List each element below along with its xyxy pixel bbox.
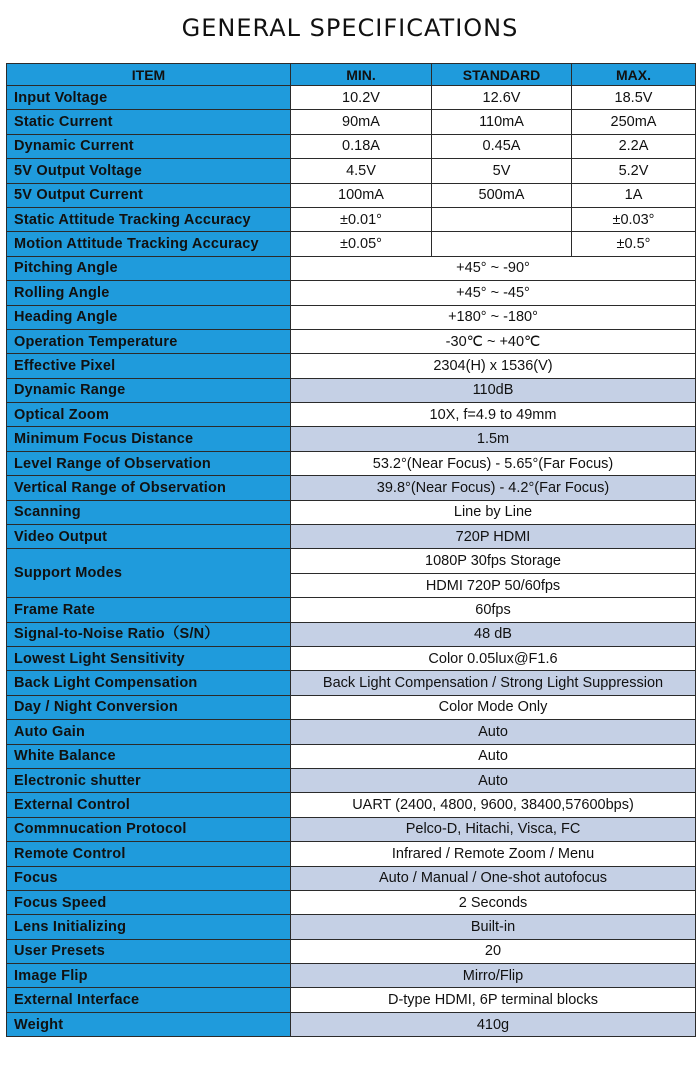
row-label: Day / Night Conversion xyxy=(7,695,291,719)
table-row xyxy=(7,476,696,500)
row-label: Rolling Angle xyxy=(7,281,291,305)
row-min: ±0.01° xyxy=(291,207,432,231)
row-value: 2304(H) x 1536(V) xyxy=(291,354,696,378)
table-row xyxy=(7,695,696,719)
row-label: Heading Angle xyxy=(7,305,291,329)
row-max: ±0.5° xyxy=(572,232,696,256)
row-label: Dynamic Range xyxy=(7,378,291,402)
row-label: Pitching Angle xyxy=(7,256,291,280)
row-min: 100mA xyxy=(291,183,432,207)
row-label: Motion Attitude Tracking Accuracy xyxy=(7,232,291,256)
row-label: Vertical Range of Observation xyxy=(7,476,291,500)
row-label: Scanning xyxy=(7,500,291,524)
table-row xyxy=(7,598,696,622)
row-label: White Balance xyxy=(7,744,291,768)
row-standard: 12.6V xyxy=(432,86,572,110)
table-row xyxy=(7,866,696,890)
row-max: 18.5V xyxy=(572,86,696,110)
row-label: Dynamic Current xyxy=(7,134,291,158)
row-label: Commnucation Protocol xyxy=(7,817,291,841)
row-label: Minimum Focus Distance xyxy=(7,427,291,451)
row-standard: 110mA xyxy=(432,110,572,134)
row-value: 48 dB xyxy=(291,622,696,646)
row-label: Lowest Light Sensitivity xyxy=(7,646,291,670)
row-label: Optical Zoom xyxy=(7,403,291,427)
table-row xyxy=(7,451,696,475)
table-row xyxy=(7,793,696,817)
row-label: Static Current xyxy=(7,110,291,134)
row-standard: 5V xyxy=(432,159,572,183)
table-row xyxy=(7,207,696,231)
row-value: Auto xyxy=(291,720,696,744)
row-label: Back Light Compensation xyxy=(7,671,291,695)
row-max: 2.2A xyxy=(572,134,696,158)
row-label: Image Flip xyxy=(7,964,291,988)
row-label: Frame Rate xyxy=(7,598,291,622)
row-label: Focus xyxy=(7,866,291,890)
row-value: Pelco-D, Hitachi, Visca, FC xyxy=(291,817,696,841)
row-label: Level Range of Observation xyxy=(7,451,291,475)
table-row xyxy=(7,622,696,646)
row-value: +180° ~ -180° xyxy=(291,305,696,329)
row-standard: 0.45A xyxy=(432,134,572,158)
row-max: 250mA xyxy=(572,110,696,134)
spec-table xyxy=(6,63,696,1037)
table-row xyxy=(7,500,696,524)
row-value: 1.5m xyxy=(291,427,696,451)
table-row xyxy=(7,915,696,939)
table-row xyxy=(7,671,696,695)
row-value: Auto xyxy=(291,744,696,768)
row-standard xyxy=(432,232,572,256)
row-value: -30℃ ~ +40℃ xyxy=(291,329,696,353)
row-label: Auto Gain xyxy=(7,720,291,744)
row-max: ±0.03° xyxy=(572,207,696,231)
row-value: +45° ~ -90° xyxy=(291,256,696,280)
row-label: Operation Temperature xyxy=(7,329,291,353)
row-value: Built-in xyxy=(291,915,696,939)
table-header-row xyxy=(7,64,696,86)
table-row xyxy=(7,842,696,866)
row-min: 10.2V xyxy=(291,86,432,110)
row-value: 39.8°(Near Focus) - 4.2°(Far Focus) xyxy=(291,476,696,500)
row-label: Signal-to-Noise Ratio（S/N） xyxy=(7,622,291,646)
row-label: Focus Speed xyxy=(7,890,291,914)
row-value: 60fps xyxy=(291,598,696,622)
row-label: External Interface xyxy=(7,988,291,1012)
row-min: 90mA xyxy=(291,110,432,134)
row-max: 5.2V xyxy=(572,159,696,183)
row-value: HDMI 720P 50/60fps xyxy=(291,573,696,597)
header-min: MIN. xyxy=(291,64,432,86)
row-value: 2 Seconds xyxy=(291,890,696,914)
row-value: Color 0.05lux@F1.6 xyxy=(291,646,696,670)
row-value: 20 xyxy=(291,939,696,963)
row-label: Effective Pixel xyxy=(7,354,291,378)
row-value: Line by Line xyxy=(291,500,696,524)
table-row xyxy=(7,86,696,110)
header-standard: STANDARD xyxy=(432,64,572,86)
table-row xyxy=(7,549,696,573)
table-row xyxy=(7,159,696,183)
row-label: External Control xyxy=(7,793,291,817)
row-max: 1A xyxy=(572,183,696,207)
table-row xyxy=(7,403,696,427)
row-label: Lens Initializing xyxy=(7,915,291,939)
row-value: 110dB xyxy=(291,378,696,402)
row-value: Mirro/Flip xyxy=(291,964,696,988)
page-title: GENERAL SPECIFICATIONS xyxy=(181,14,519,42)
table-row xyxy=(7,720,696,744)
row-min: 0.18A xyxy=(291,134,432,158)
row-value: Auto xyxy=(291,768,696,792)
table-row xyxy=(7,988,696,1012)
row-min: 4.5V xyxy=(291,159,432,183)
table-row xyxy=(7,281,696,305)
row-standard xyxy=(432,207,572,231)
table-row xyxy=(7,427,696,451)
table-row xyxy=(7,817,696,841)
table-row xyxy=(7,256,696,280)
row-label: Video Output xyxy=(7,525,291,549)
row-value: 410g xyxy=(291,1012,696,1036)
row-value: 53.2°(Near Focus) - 5.65°(Far Focus) xyxy=(291,451,696,475)
table-row xyxy=(7,378,696,402)
row-label: Weight xyxy=(7,1012,291,1036)
table-row xyxy=(7,183,696,207)
row-label: Static Attitude Tracking Accuracy xyxy=(7,207,291,231)
table-row xyxy=(7,232,696,256)
table-row xyxy=(7,744,696,768)
row-label: Support Modes xyxy=(7,549,291,598)
table-row xyxy=(7,646,696,670)
table-row xyxy=(7,354,696,378)
table-row xyxy=(7,1012,696,1036)
row-label: Electronic shutter xyxy=(7,768,291,792)
row-value: Infrared / Remote Zoom / Menu xyxy=(291,842,696,866)
header-max: MAX. xyxy=(572,64,696,86)
table-row xyxy=(7,939,696,963)
table-row xyxy=(7,134,696,158)
table-row xyxy=(7,329,696,353)
row-value: 10X, f=4.9 to 49mm xyxy=(291,403,696,427)
table-row xyxy=(7,768,696,792)
row-label: 5V Output Current xyxy=(7,183,291,207)
table-row xyxy=(7,525,696,549)
row-value: UART (2400, 4800, 9600, 38400,57600bps) xyxy=(291,793,696,817)
table-body xyxy=(7,86,696,1037)
row-min: ±0.05° xyxy=(291,232,432,256)
row-standard: 500mA xyxy=(432,183,572,207)
row-value: +45° ~ -45° xyxy=(291,281,696,305)
table-row xyxy=(7,110,696,134)
table-row xyxy=(7,890,696,914)
header-item: ITEM xyxy=(7,64,291,86)
row-label: Input Voltage xyxy=(7,86,291,110)
table-row xyxy=(7,964,696,988)
row-value: D-type HDMI, 6P terminal blocks xyxy=(291,988,696,1012)
row-label: User Presets xyxy=(7,939,291,963)
table-row xyxy=(7,305,696,329)
row-label: 5V Output Voltage xyxy=(7,159,291,183)
row-label: Remote Control xyxy=(7,842,291,866)
row-value: Auto / Manual / One-shot autofocus xyxy=(291,866,696,890)
row-value: Color Mode Only xyxy=(291,695,696,719)
row-value: 720P HDMI xyxy=(291,525,696,549)
row-value: 1080P 30fps Storage xyxy=(291,549,696,573)
row-value: Back Light Compensation / Strong Light Suppression xyxy=(291,671,696,695)
